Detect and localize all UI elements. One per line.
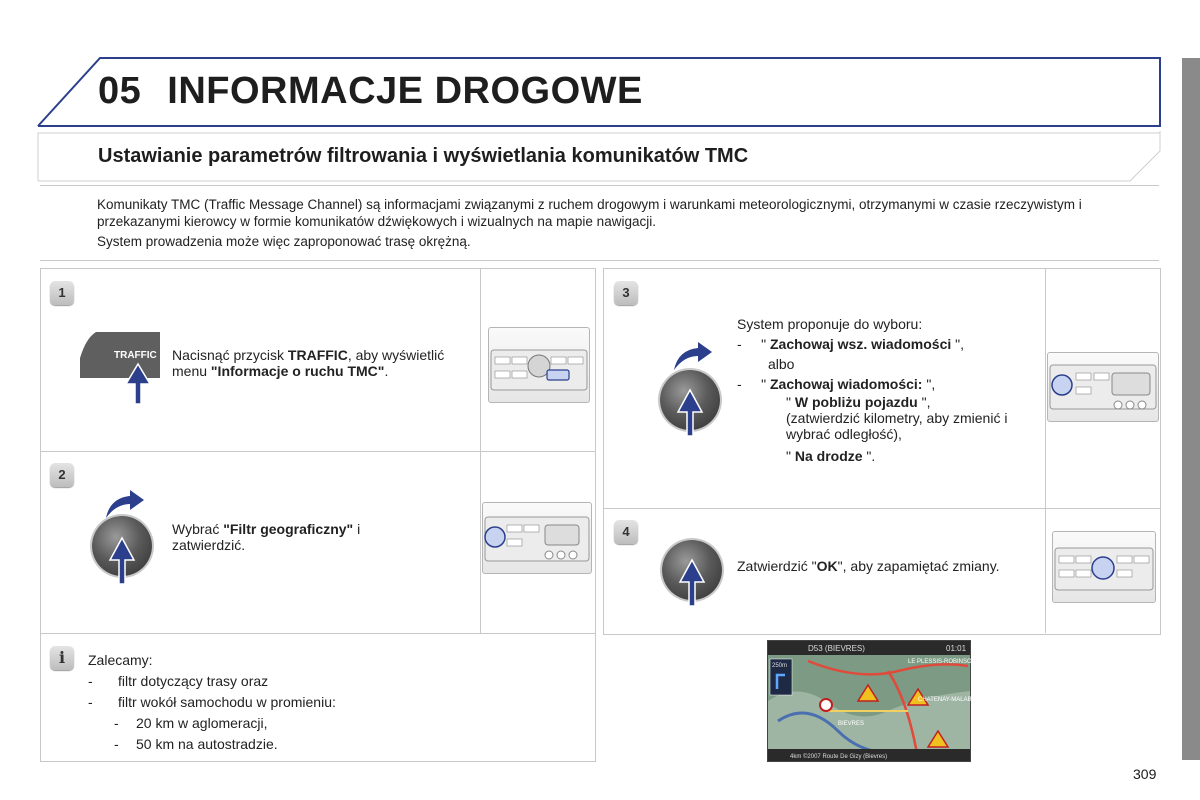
info-icon: i: [50, 646, 74, 670]
chapter-title: [98, 70, 643, 113]
step-3-option-2: - " Zachowaj wiadomości: ",: [737, 376, 936, 392]
map-town-2: CHATENAY-MALABRY: [918, 697, 980, 703]
step-4-badge: 4: [614, 520, 638, 544]
step-1-bold-menu: "Informacje o ruchu TMC": [210, 363, 385, 379]
navigation-map-screenshot: [767, 640, 980, 762]
intro-paragraph-1: Komunikaty TMC (Traffic Message Channel) są informacjami związanymi z ruchem drogowym i warunkami meteorologicznymi, otrzymanymi w czasie rzeczywistym i przekazanymi kierowcy w formie komunikatów dźwiękowych i wizualnych na mapie nawigacji.: [97, 197, 1082, 229]
step-3-suboption-1: " W pobliżu pojazdu ", (zatwierdzić kilometry, aby zmienić i wybrać odległość),: [786, 394, 1008, 442]
step-1-text-mid: , aby wyświetlić menu: [172, 347, 445, 379]
step-3-option-2-bold: Zachowaj wiadomości:: [769, 376, 923, 392]
tip-heading: Zalecamy:: [88, 652, 153, 668]
rotate-arrow-icon: [668, 340, 718, 372]
step-2-badge: 2: [50, 463, 74, 487]
step-4-text-suffix: ", aby zapamiętać zmiany.: [837, 558, 1000, 574]
page-number: 309: [1133, 766, 1157, 782]
map-town-3: BIEVRES: [838, 721, 865, 727]
radio-panel-graphic: [1053, 532, 1155, 602]
tip-item: - filtr dotyczący trasy oraz: [88, 671, 336, 692]
intro-paragraph-2: System prowadzenia może więc zaproponować trasę okrężną.: [97, 234, 471, 249]
radio-panel-graphic: [1048, 353, 1158, 421]
step-3-option-1-bold: Zachowaj wsz. wiadomości: [769, 336, 952, 352]
map-town-1: LE PLESSIS-ROBINSON: [908, 659, 977, 665]
radio-panel-graphic: [489, 328, 589, 402]
step-2-bold: "Filtr geograficzny": [223, 521, 354, 537]
step-3-or: [737, 354, 1037, 374]
press-arrow-icon: [678, 556, 706, 608]
map-time: 01:01: [946, 644, 967, 653]
step-2-text: [172, 521, 412, 553]
chapter-number: 05: [98, 70, 142, 112]
radio-panel-graphic: [483, 503, 591, 573]
step-1-text: [172, 347, 462, 379]
step-3-badge: 3: [614, 281, 638, 305]
step-4-text: [737, 558, 1017, 574]
map-graphic: [768, 641, 980, 761]
step-2-radio-illustration: [482, 502, 592, 574]
step-3-radio-illustration: [1047, 352, 1159, 422]
intro-text: [97, 196, 1117, 253]
step-4-bold: OK: [816, 558, 838, 574]
step-4-text-prefix: Zatwierdzić ": [737, 558, 817, 574]
traffic-button-icon: [78, 330, 164, 406]
step-3-text: [737, 314, 1037, 466]
step-3-suboption-2: " Na drodze ".: [786, 448, 876, 464]
chapter-thumb-tab: [1182, 58, 1200, 760]
section-title: Ustawianie parametrów filtrowania i wyświetlania komunikatów TMC: [98, 145, 749, 167]
step-3-or-label: albo: [768, 356, 795, 372]
tip-text: [88, 650, 336, 755]
tip-list: [88, 671, 336, 755]
step-4-radio-illustration: [1052, 531, 1156, 603]
step-2-text-suffix: i zatwierdzić.: [172, 521, 361, 553]
step-3-intro: System proponuje do wyboru:: [737, 316, 923, 332]
step-1-radio-illustration: [488, 327, 590, 403]
tip-subitem: - 20 km w aglomeracji,: [88, 713, 336, 734]
traffic-button-label: TRAFFIC: [114, 350, 157, 361]
step-2-text-prefix: Wybrać: [172, 521, 224, 537]
step-3-suboption-2-bold: Na drodze: [794, 448, 863, 464]
step-3-option-1: - " Zachowaj wsz. wiadomości ",: [737, 336, 965, 352]
step-1-text-prefix: Nacisnąć przycisk: [172, 347, 288, 363]
press-arrow-icon: [108, 534, 136, 586]
map-bottom-bar: 4km ©2007 Route De Gizy (Bievres): [790, 754, 888, 760]
step-3-suboption-1-note: (zatwierdzić kilometry, aby zmienić i wybrać odległość),: [786, 410, 1008, 442]
map-scale: 250m: [772, 663, 788, 669]
step-1-bold-traffic: TRAFFIC: [287, 347, 348, 363]
press-arrow-icon: [676, 386, 704, 438]
step-3-suboption-1-bold: W pobliżu pojazdu: [794, 394, 918, 410]
chapter-name: INFORMACJE DROGOWE: [167, 70, 643, 112]
tip-subitem: - 50 km na autostradzie.: [88, 734, 336, 755]
tip-item: - filtr wokół samochodu w promieniu:: [88, 692, 336, 713]
step-1-badge: 1: [50, 281, 74, 305]
step-1-text-suffix: .: [384, 363, 389, 379]
map-road-label: D53 (BIEVRES): [808, 644, 865, 653]
